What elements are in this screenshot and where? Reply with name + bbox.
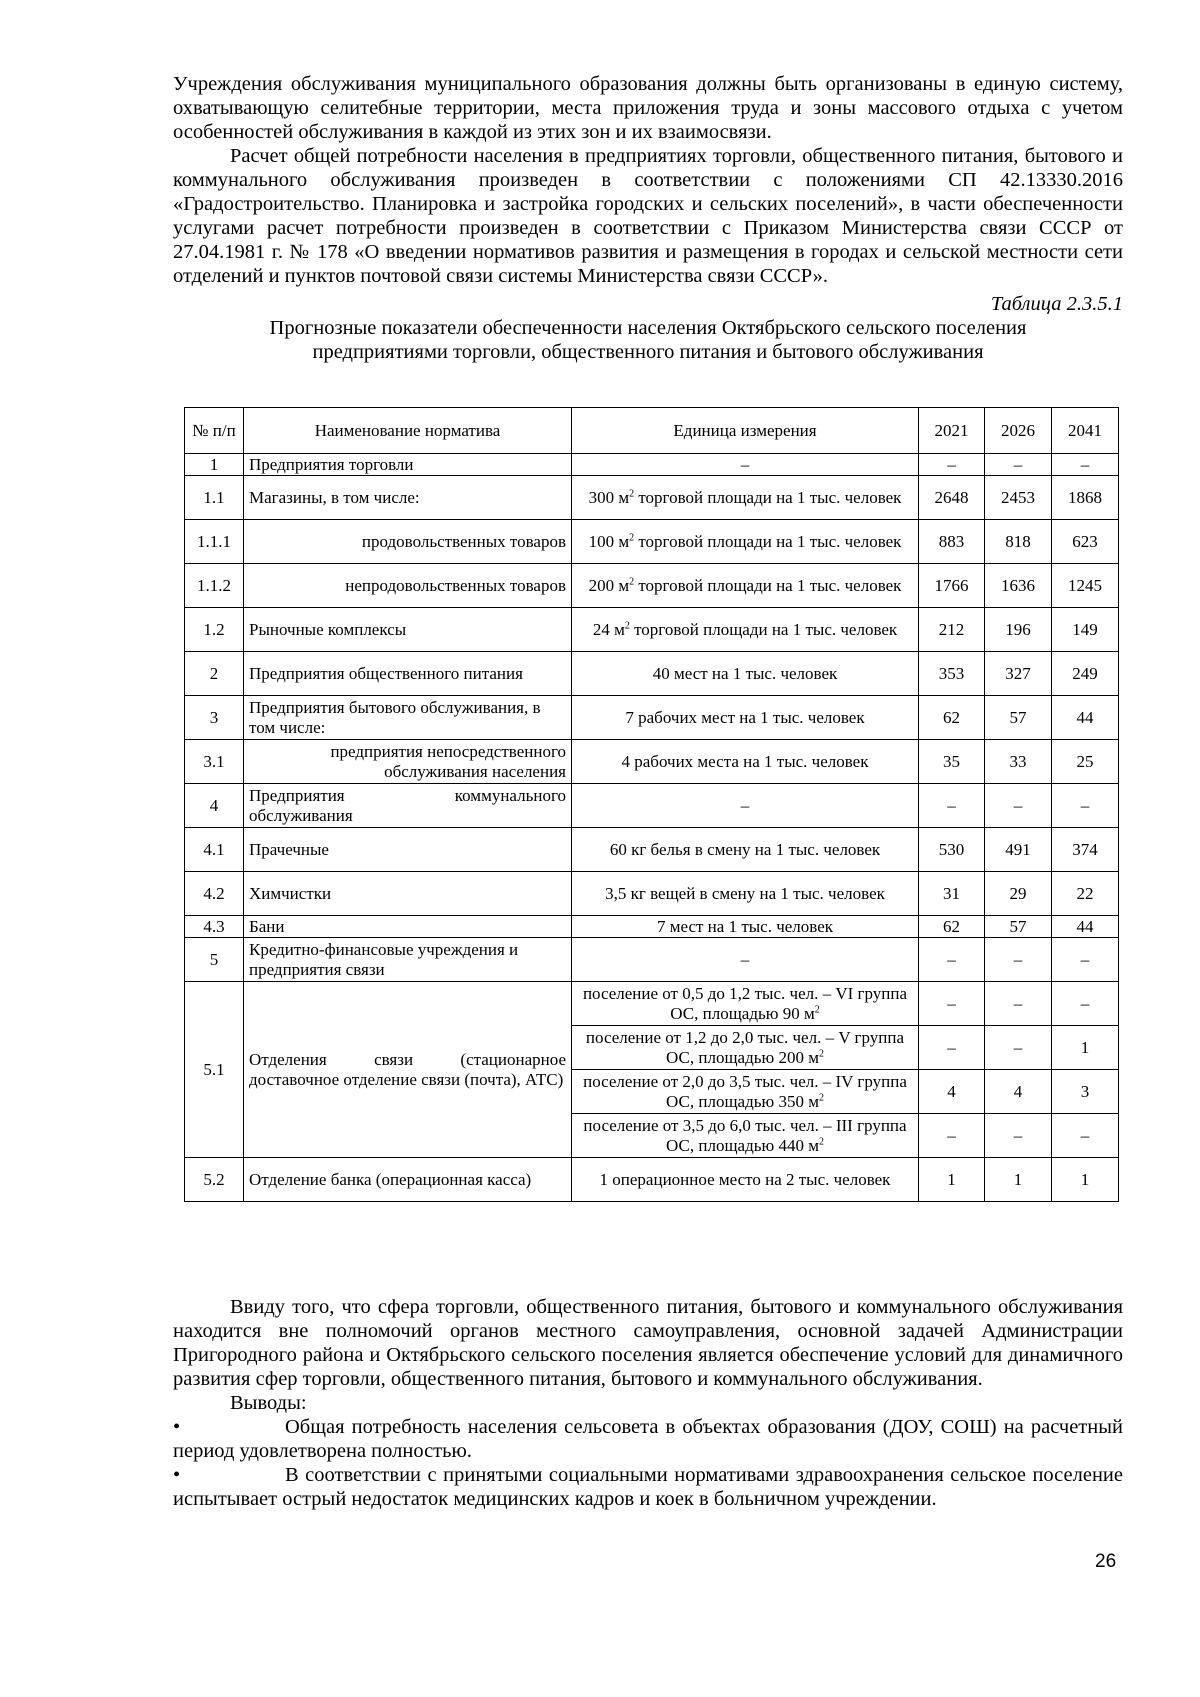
table-row bbox=[185, 520, 1119, 564]
row-value-2021: 2648 bbox=[919, 476, 985, 520]
row-unit: 24 $м^2$ торговой площади на 1 тыс. человек bbox=[572, 608, 919, 652]
row-num: 3 bbox=[185, 696, 244, 740]
table-row bbox=[185, 784, 1119, 828]
row-value-2021: 4 bbox=[919, 1070, 985, 1114]
row-value-2021: – bbox=[919, 938, 985, 982]
row-value-2021: 1766 bbox=[919, 564, 985, 608]
row-unit: 7 рабочих мест на 1 тыс. человек bbox=[572, 696, 919, 740]
row-name: продовольственных товаров bbox=[244, 520, 572, 564]
row-unit: поселение от 2,0 до 3,5 тыс. чел. – IV группа ОС, площадью 350 $м^2$ bbox=[572, 1070, 919, 1114]
table-row bbox=[185, 476, 1119, 520]
row-name: Предприятия коммунального обслуживания bbox=[244, 784, 572, 828]
row-name: Отделения связи (стационарное доставочное отделение связи (почта), АТС) bbox=[244, 982, 572, 1158]
row-num: 2 bbox=[185, 652, 244, 696]
row-value-2041: – bbox=[1052, 982, 1119, 1026]
row-unit: – bbox=[572, 938, 919, 982]
table-header-row bbox=[185, 408, 1119, 454]
header-year-2021: 2021 bbox=[919, 408, 985, 454]
conclusions-label: Выводы: bbox=[230, 1392, 307, 1414]
intro-paragraph-1: Учреждения обслуживания муниципального образования должны быть организованы в единую систему, охватывающую селитебные территории, места приложения труда и зоны массового отдыха с учетом особенностей обслуживания в каждой из этих зон и их взаимосвязи. bbox=[173, 73, 1123, 143]
row-num: 1.1.1 bbox=[185, 520, 244, 564]
row-value-2026: 491 bbox=[985, 828, 1052, 872]
row-value-2026: – bbox=[985, 784, 1052, 828]
row-value-2021: 530 bbox=[919, 828, 985, 872]
row-value-2021: – bbox=[919, 982, 985, 1026]
table-row bbox=[185, 608, 1119, 652]
row-num: 4.2 bbox=[185, 872, 244, 916]
row-value-2021: 62 bbox=[919, 696, 985, 740]
row-value-2041: 374 bbox=[1052, 828, 1119, 872]
row-value-2026: 33 bbox=[985, 740, 1052, 784]
indicators-table bbox=[184, 407, 1119, 1202]
row-value-2021: 353 bbox=[919, 652, 985, 696]
row-name: предприятия непосредственного обслуживания населения bbox=[244, 740, 572, 784]
row-unit: 100 $м^2$ торговой площади на 1 тыс. человек bbox=[572, 520, 919, 564]
conclusion-bullet-1-text: Общая потребность населения сельсовета в объектах образования (ДОУ, СОШ) на расчетный период удовлетворена полностью. bbox=[173, 1416, 1123, 1462]
row-name: Бани bbox=[244, 916, 572, 938]
intro-section bbox=[173, 72, 1123, 364]
row-value-2021: 62 bbox=[919, 916, 985, 938]
header-name: Наименование норматива bbox=[244, 408, 572, 454]
table-title-line-2: предприятиями торговли, общественного питания и бытового обслуживания bbox=[312, 341, 984, 363]
row-unit: – bbox=[572, 454, 919, 476]
row-unit: 1 операционное место на 2 тыс. человек bbox=[572, 1158, 919, 1202]
table-row bbox=[185, 938, 1119, 982]
table-row bbox=[185, 872, 1119, 916]
conclusion-section bbox=[173, 1295, 1123, 1511]
row-value-2026: – bbox=[985, 1026, 1052, 1070]
table-row bbox=[185, 740, 1119, 784]
row-value-2021: 1 bbox=[919, 1158, 985, 1202]
header-num: № п/п bbox=[185, 408, 244, 454]
row-name: Предприятия торговли bbox=[244, 454, 572, 476]
row-value-2041: 149 bbox=[1052, 608, 1119, 652]
row-name: Рыночные комплексы bbox=[244, 608, 572, 652]
row-unit: поселение от 1,2 до 2,0 тыс. чел. – V группа ОС, площадью 200 $м^2$ bbox=[572, 1026, 919, 1070]
row-value-2041: – bbox=[1052, 784, 1119, 828]
row-num: 5 bbox=[185, 938, 244, 982]
row-name: непродовольственных товаров bbox=[244, 564, 572, 608]
row-value-2021: 212 bbox=[919, 608, 985, 652]
row-num: 1.1 bbox=[185, 476, 244, 520]
row-value-2021: – bbox=[919, 784, 985, 828]
row-value-2026: 4 bbox=[985, 1070, 1052, 1114]
row-value-2026: 29 bbox=[985, 872, 1052, 916]
row-value-2041: – bbox=[1052, 454, 1119, 476]
table-row bbox=[185, 1158, 1119, 1202]
row-num: 3.1 bbox=[185, 740, 244, 784]
bullet-icon: • bbox=[173, 1416, 181, 1438]
bullet-icon: • bbox=[173, 1464, 181, 1486]
row-unit: – bbox=[572, 784, 919, 828]
row-name: Прачечные bbox=[244, 828, 572, 872]
row-value-2026: 2453 bbox=[985, 476, 1052, 520]
row-value-2026: – bbox=[985, 454, 1052, 476]
table-row bbox=[185, 982, 1119, 1026]
row-value-2041: – bbox=[1052, 1114, 1119, 1158]
row-unit: 200 $м^2$ торговой площади на 1 тыс. человек bbox=[572, 564, 919, 608]
table-row bbox=[185, 828, 1119, 872]
row-value-2021: – bbox=[919, 1026, 985, 1070]
row-unit: 300 $м^2$ торговой площади на 1 тыс. человек bbox=[572, 476, 919, 520]
table-row bbox=[185, 696, 1119, 740]
row-value-2041: 249 bbox=[1052, 652, 1119, 696]
row-value-2041: 1 bbox=[1052, 1158, 1119, 1202]
row-unit: поселение от 0,5 до 1,2 тыс. чел. – VI группа ОС, площадью 90 $м^2$ bbox=[572, 982, 919, 1026]
header-year-2026: 2026 bbox=[985, 408, 1052, 454]
row-value-2026: 57 bbox=[985, 696, 1052, 740]
row-value-2041: 3 bbox=[1052, 1070, 1119, 1114]
conclusion-bullet-2-text: В соответствии с принятыми социальными нормативами здравоохранения сельское поселение испытывает острый недостаток медицинских кадров и коек в больничном учреждении. bbox=[173, 1464, 1123, 1510]
header-unit: Единица измерения bbox=[572, 408, 919, 454]
row-num: 5.2 bbox=[185, 1158, 244, 1202]
row-value-2041: – bbox=[1052, 938, 1119, 982]
row-value-2021: 31 bbox=[919, 872, 985, 916]
row-value-2041: 25 bbox=[1052, 740, 1119, 784]
row-num: 4 bbox=[185, 784, 244, 828]
row-value-2021: 883 bbox=[919, 520, 985, 564]
row-name: Отделение банка (операционная касса) bbox=[244, 1158, 572, 1202]
table-row bbox=[185, 916, 1119, 938]
row-value-2026: – bbox=[985, 938, 1052, 982]
row-num: 4.1 bbox=[185, 828, 244, 872]
row-name: Предприятия общественного питания bbox=[244, 652, 572, 696]
row-value-2041: 22 bbox=[1052, 872, 1119, 916]
row-value-2021: – bbox=[919, 1114, 985, 1158]
row-num: 1 bbox=[185, 454, 244, 476]
row-unit: 4 рабочих места на 1 тыс. человек bbox=[572, 740, 919, 784]
table-number: Таблица 2.3.5.1 bbox=[990, 293, 1123, 315]
table-row bbox=[185, 564, 1119, 608]
after-paragraph: Ввиду того, что сфера торговли, общественного питания, бытового и коммунального обслуживания находится вне полномочий органов местного самоуправления, основной задачей Администрации Пригородного района и Октябрьского сельского поселения является обеспечение условий для динамичного развития сфер торговли, общественного питания, бытового и коммунального обслуживания. bbox=[173, 1296, 1123, 1390]
row-value-2041: 623 bbox=[1052, 520, 1119, 564]
row-unit: 40 мест на 1 тыс. человек bbox=[572, 652, 919, 696]
row-num: 1.1.2 bbox=[185, 564, 244, 608]
row-value-2026: 327 bbox=[985, 652, 1052, 696]
conclusion-bullet-1 bbox=[173, 1415, 1123, 1463]
row-unit: 7 мест на 1 тыс. человек bbox=[572, 916, 919, 938]
row-value-2021: – bbox=[919, 454, 985, 476]
row-value-2026: 1 bbox=[985, 1158, 1052, 1202]
row-num: 4.3 bbox=[185, 916, 244, 938]
row-name: Предприятия бытового обслуживания, в том числе: bbox=[244, 696, 572, 740]
conclusion-bullet-2 bbox=[173, 1463, 1123, 1511]
table-row bbox=[185, 454, 1119, 476]
header-year-2041: 2041 bbox=[1052, 408, 1119, 454]
row-value-2041: 1 bbox=[1052, 1026, 1119, 1070]
table-title-line-1: Прогнозные показатели обеспеченности населения Октябрьского сельского поселения bbox=[269, 317, 1027, 339]
row-value-2026: 1636 bbox=[985, 564, 1052, 608]
row-value-2041: 1868 bbox=[1052, 476, 1119, 520]
row-num: 1.2 bbox=[185, 608, 244, 652]
row-value-2026: 57 bbox=[985, 916, 1052, 938]
row-value-2041: 44 bbox=[1052, 916, 1119, 938]
row-value-2026: 818 bbox=[985, 520, 1052, 564]
row-value-2041: 44 bbox=[1052, 696, 1119, 740]
row-value-2021: 35 bbox=[919, 740, 985, 784]
intro-paragraph-2: Расчет общей потребности населения в предприятиях торговли, общественного питания, бытового и коммунального обслуживания произведен в соответствии с положениями СП 42.13330.2016 «Градостроительство. Планировка и застройка городских и сельских поселений», в части обеспеченности услугами расчет потребности произведен в соответствии с Приказом Министерства связи СССР от 27.04.1981 г. № 178 «О введении нормативов развития и размещения в городах и сельской местности сети отделений и пунктов почтовой связи системы Министерства связи СССР». bbox=[173, 145, 1123, 287]
row-name: Кредитно-финансовые учреждения и предприятия связи bbox=[244, 938, 572, 982]
row-name: Магазины, в том числе: bbox=[244, 476, 572, 520]
row-num: 5.1 bbox=[185, 982, 244, 1158]
row-unit: поселение от 3,5 до 6,0 тыс. чел. – III группа ОС, площадью 440 $м^2$ bbox=[572, 1114, 919, 1158]
row-unit: 60 кг белья в смену на 1 тыс. человек bbox=[572, 828, 919, 872]
row-value-2026: 196 bbox=[985, 608, 1052, 652]
row-value-2026: – bbox=[985, 1114, 1052, 1158]
row-value-2026: – bbox=[985, 982, 1052, 1026]
page-number: 26 bbox=[1095, 1551, 1117, 1572]
table-row bbox=[185, 652, 1119, 696]
row-value-2041: 1245 bbox=[1052, 564, 1119, 608]
row-unit: 3,5 кг вещей в смену на 1 тыс. человек bbox=[572, 872, 919, 916]
row-name: Химчистки bbox=[244, 872, 572, 916]
